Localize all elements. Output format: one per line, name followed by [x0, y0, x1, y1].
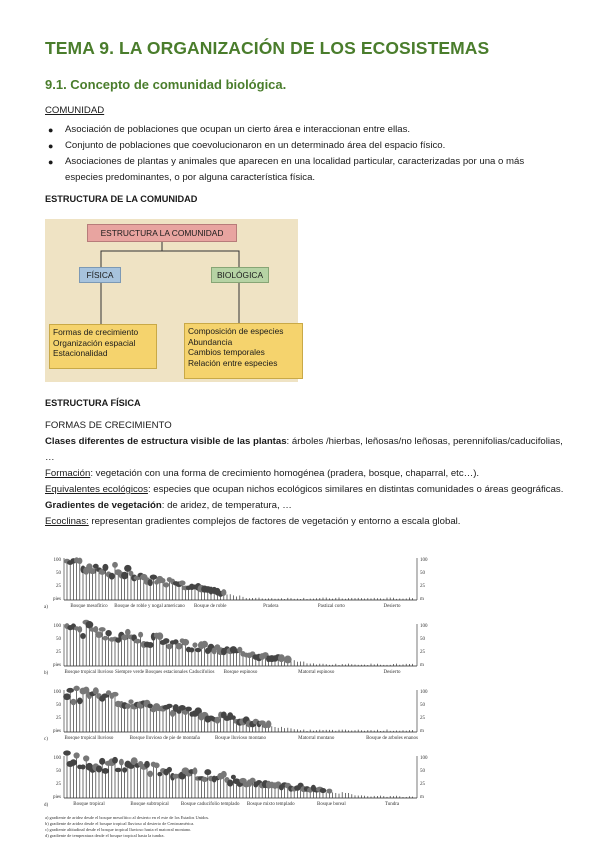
axis-tick-label: 100 [420, 756, 428, 761]
plant-crown [73, 752, 79, 758]
equivalentes-text: : especies que ocupan nichos ecológicos similares en distintas comunidades o áreas geográficas. [147, 484, 564, 495]
plant-crown [63, 750, 71, 755]
estructura-fisica-heading: ESTRUCTURA FÍSICA [45, 398, 141, 408]
formation-label: Bosque mesofítico [70, 604, 108, 609]
plant-crown [231, 715, 236, 720]
community-structure-diagram [45, 219, 298, 382]
plant-crown [166, 704, 173, 709]
caption-line: b) gradiente de aridez desde el bosque tropical lluvioso al desierto de Centroamérica. [45, 821, 195, 826]
axis-tick-label: m [420, 795, 424, 800]
equivalentes-label: Equivalentes ecológicos [45, 484, 148, 495]
formacion-label: Formación [45, 468, 91, 479]
axis-tick-label: pies [52, 795, 61, 800]
axis-tick-label: 25 [420, 782, 425, 787]
axis-tick-label: 25 [420, 716, 425, 721]
plant-crown [179, 580, 186, 585]
connector-line [101, 241, 162, 267]
formation-label: Matorral montano [298, 736, 335, 741]
formacion-text: : vegetación con una forma de crecimiento homogénea (pradera, bosque, chaparral, etc…). [90, 468, 480, 479]
strip-letter: b) [44, 671, 49, 676]
formation-label: Tundra [384, 802, 400, 807]
strip-letter: a) [44, 605, 48, 610]
axis-tick-label: 100 [420, 624, 428, 629]
strip-letter: d) [44, 803, 49, 808]
diagram-list-item: Abundancia [188, 336, 233, 347]
plant-crown [99, 758, 105, 765]
plant-crown [73, 686, 80, 691]
plant-crown [147, 771, 153, 777]
plant-crown [122, 767, 127, 772]
plant-crown [83, 755, 89, 761]
plant-crown [105, 630, 111, 636]
plant-crown [63, 693, 71, 700]
plant-crown [167, 767, 172, 773]
plant-crown [70, 699, 76, 705]
plant-crown [134, 639, 141, 644]
caption-line: d) gradiente de temperatura desde el bosque tropical hasta la tundra. [45, 833, 165, 838]
estructura-comunidad-heading: ESTRUCTURA DE LA COMUNIDAD [45, 194, 198, 204]
plant-crown [119, 759, 124, 766]
formation-label: Desierto [383, 604, 401, 609]
plant-crown [112, 562, 118, 568]
plant-crown [148, 579, 153, 586]
plant-crown [77, 626, 82, 633]
clases-paragraph [45, 434, 565, 466]
bullet-icon: ● [48, 125, 54, 135]
plant-crown [95, 631, 103, 638]
ecoclinas-paragraph [45, 514, 565, 530]
plant-crown [70, 759, 77, 765]
plant-crown [77, 558, 82, 564]
formation-label: Siempre verde Bosques estacionales Caducifolios [115, 670, 215, 675]
formation-label: Bosque lluvioso montano [214, 736, 267, 741]
axis-tick-label: 100 [53, 558, 61, 563]
plant-crown [163, 582, 169, 587]
formation-label: Bosque caducifolio templado [180, 802, 240, 807]
axis-tick-label: 50 [420, 637, 425, 642]
axis-tick-label: 25 [56, 650, 61, 655]
plant-crown [138, 632, 143, 638]
axis-tick-label: 100 [53, 690, 61, 695]
page-title: TEMA 9. LA ORGANIZACIÓN DE LOS ECOSISTEMAS [45, 38, 490, 58]
plant-crown [150, 574, 157, 579]
plant-crown [326, 789, 332, 794]
clases-label: Clases diferentes de estructura visible de las plantas [45, 436, 287, 447]
diagram-fisica-box: FÍSICA [79, 267, 121, 283]
axis-tick-label: 50 [56, 571, 61, 576]
plant-crown [278, 654, 285, 662]
formation-label: Pradera [263, 604, 279, 609]
ecoclinas-text: representan gradientes complejos de factores de vegetación y entorno a escala global. [88, 516, 461, 527]
gradientes-label: Gradientes de vegetación [45, 500, 162, 511]
axis-tick-label: m [420, 597, 424, 602]
clases-text: : árboles /hierbas, leñosas/no leñosas, perennifolias/caducifolias, … [45, 436, 563, 463]
plant-crown [102, 768, 109, 774]
plant-crown [192, 642, 197, 647]
plant-crown [201, 777, 207, 782]
vegetation-gradient-figure [42, 550, 442, 812]
plant-crown [125, 629, 131, 636]
axis-tick-label: 25 [56, 716, 61, 721]
bullet-icon: ● [48, 157, 54, 167]
axis-tick-label: pies [52, 597, 61, 602]
axis-tick-label: 50 [56, 637, 61, 642]
axis-tick-label: 25 [56, 584, 61, 589]
plant-crown [227, 779, 233, 786]
plant-crown [103, 636, 109, 641]
formacion-paragraph [45, 466, 565, 482]
formation-label: Pastizal corto [317, 604, 345, 609]
plant-crown [80, 633, 86, 639]
comunidad-definition-list [45, 122, 555, 186]
plant-crown [109, 573, 115, 580]
plant-crown [111, 692, 118, 697]
definition-item [45, 138, 555, 154]
formas-heading: FORMAS DE CRECIMIENTO [45, 420, 172, 431]
plant-crown [154, 762, 160, 768]
plant-crown [115, 768, 122, 772]
axis-tick-label: 50 [420, 703, 425, 708]
axis-tick-label: pies [52, 663, 61, 668]
axis-tick-label: 25 [420, 650, 425, 655]
comunidad-heading: COMUNIDAD [45, 105, 105, 116]
caption-line: a) gradiente de aridez desde el bosque mesofítico al desierto en el este de los Estados Unidos. [45, 815, 210, 820]
definition-text: Asociaciones de plantas y animales que aparecen en una localidad particular, caracterizadas por una o más especies predominantes, o por alguna característica física. [65, 156, 525, 183]
definition-item [45, 154, 555, 186]
plant-crown [193, 767, 198, 774]
plant-crown [125, 703, 131, 709]
formation-label: Bosque de roble y nogal americano [114, 604, 185, 609]
diagram-list-item: Formas de crecimiento [53, 327, 139, 337]
axis-tick-label: 100 [420, 690, 428, 695]
formation-label: Bosque de arboles enanos [366, 736, 418, 741]
plant-crown [66, 688, 74, 693]
plant-crown [96, 765, 102, 772]
diagram-biologica-list [184, 323, 303, 379]
plant-crown [121, 572, 128, 579]
plant-crown [182, 639, 189, 646]
formation-label: Bosque tropical [73, 802, 105, 807]
connector-line [162, 251, 239, 267]
gradientes-paragraph [45, 498, 565, 514]
plant-crown [102, 564, 108, 571]
axis-tick-label: 100 [53, 624, 61, 629]
figure-caption [45, 815, 450, 839]
plant-crown [161, 578, 166, 583]
definition-item [45, 122, 555, 138]
plant-crown [156, 632, 163, 640]
formation-label: Matorral espinoso [298, 670, 335, 675]
axis-tick-label: 100 [53, 756, 61, 761]
axis-tick-label: 25 [56, 782, 61, 787]
axis-tick-label: m [420, 729, 424, 734]
diagram-list-item: Relación entre especies [188, 357, 278, 368]
axis-tick-label: 50 [56, 703, 61, 708]
definition-text: Asociación de poblaciones que ocupan un cierto área e interaccionan entre ellas. [65, 124, 411, 135]
plant-crown [185, 707, 192, 712]
axis-tick-label: 100 [420, 558, 428, 563]
equivalentes-paragraph [45, 482, 565, 498]
ecoclinas-label: Ecoclinas: [45, 516, 89, 527]
plant-crown [163, 638, 170, 644]
formation-label: Bosque espinoso [223, 670, 258, 675]
axis-tick-label: 50 [420, 571, 425, 576]
plant-crown [204, 769, 211, 775]
plant-crown [221, 589, 226, 596]
caption-line: c) gradiente altitudinal desde el bosque tropical lluvioso hasta el matorral montano. [45, 827, 192, 832]
axis-tick-label: pies [52, 729, 61, 734]
axis-tick-label: 50 [56, 769, 61, 774]
definition-text: Conjunto de poblaciones que coevolucionaron en un determinado área del espacio físico. [65, 140, 446, 151]
plant-crown [99, 627, 106, 631]
plant-crown [266, 720, 272, 728]
plant-crown [112, 757, 118, 764]
section-subtitle: 9.1. Concepto de comunidad biológica. [45, 77, 287, 92]
diagram-fisica-list [49, 324, 157, 369]
diagram-list-item: Composición de especies [188, 326, 284, 336]
plant-crown [189, 647, 194, 652]
formation-label: Bosque mixto templado [246, 802, 295, 807]
axis-tick-label: m [420, 663, 424, 668]
formation-label: Desierto [383, 670, 401, 675]
plant-crown [128, 699, 133, 703]
plant-crown [144, 761, 150, 768]
plant-crown [231, 775, 236, 779]
plant-crown [284, 656, 292, 664]
plant-crown [201, 641, 208, 648]
formation-label: Bosque lluvioso de pie de montaña [129, 736, 200, 741]
estructura-fisica-body [45, 418, 565, 530]
diagram-list-item: Organización espacial [53, 337, 136, 348]
plant-crown [89, 568, 97, 574]
formation-label: Bosque de roble [193, 604, 227, 609]
diagram-list-item: Estacionalidad [53, 348, 108, 358]
plant-crown [80, 764, 85, 769]
axis-tick-label: 25 [420, 584, 425, 589]
formation-label: Bosque tropical lluvioso [64, 670, 114, 675]
formation-label: Bosque subtropical [130, 802, 169, 807]
diagram-list-item: Cambios temporales [188, 347, 265, 357]
plant-crown [176, 643, 183, 650]
gradientes-text: : de aridez, de temperatura, … [161, 500, 292, 511]
plant-crown [320, 788, 327, 793]
plant-crown [147, 642, 154, 648]
diagram-root-box: ESTRUCTURA LA COMUNIDAD [87, 224, 237, 242]
formation-label: Bosque tropical lluvioso [64, 736, 114, 741]
formation-label: Bosque boreal [317, 802, 346, 807]
plant-crown [221, 771, 227, 778]
diagram-biologica-box: BIOLÓGICA [211, 267, 269, 283]
axis-tick-label: 50 [420, 769, 425, 774]
bullet-icon: ● [48, 141, 54, 151]
plant-crown [77, 698, 83, 705]
strip-letter: c) [44, 737, 48, 742]
